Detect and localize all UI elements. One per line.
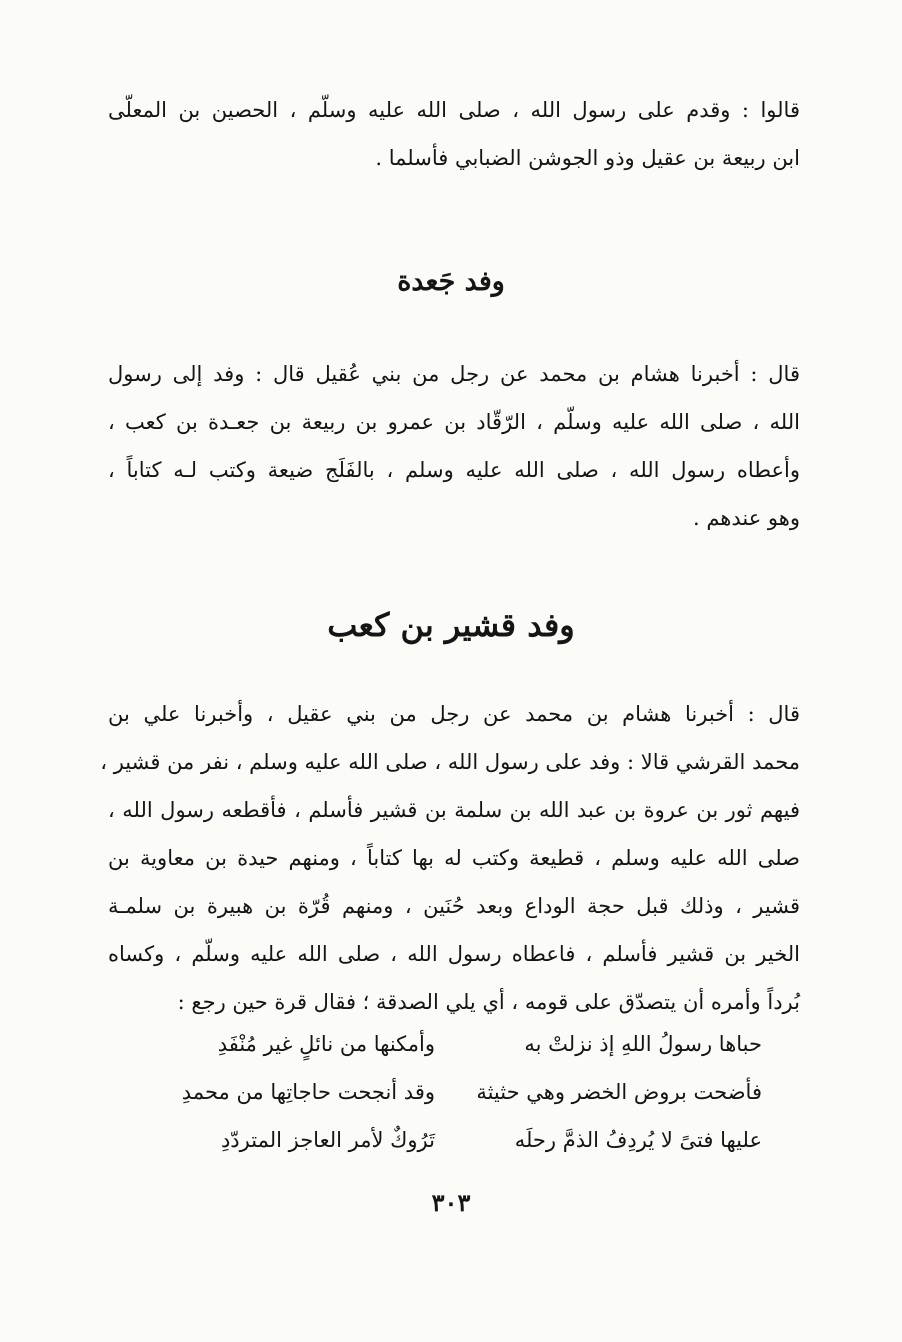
text-line: وأعطاه رسول الله ، صلى الله عليه وسلم ، بالفَلَج ضيعة وكتب لـه كتاباً ، xyxy=(108,458,800,482)
text-line: الله ، صلى الله عليه وسلّم ، الرّقّاد بن عمرو بن ربيعة بن جعـدة بن كعب ، xyxy=(108,410,800,434)
poem-verse xyxy=(110,1020,800,1068)
text-line: فيهم ثور بن عروة بن عبد الله بن سلمة بن قشير فأسلم ، فأقطعه رسول الله ، xyxy=(108,798,800,822)
verse-first-hemistich: حباها رسولُ اللهِ إذ نزلتْ به xyxy=(524,1032,762,1056)
text-line: قالوا : وقدم على رسول الله ، صلى الله عليه وسلّم ، الحصين بن المعلّى xyxy=(108,98,800,122)
section-title: وفد جَعدة xyxy=(397,266,505,297)
page-number: ٣٠٣ xyxy=(431,1188,471,1217)
intro-paragraph xyxy=(108,86,800,182)
text-line: قال : أخبرنا هشام بن محمد عن رجل من بني عُقيل قال : وفد إلى رسول xyxy=(108,362,800,386)
poem-verse xyxy=(110,1116,800,1164)
text-line: صلى الله عليه وسلم ، قطيعة وكتب له بها كتاباً ، ومنهم حيدة بن معاوية بن xyxy=(108,846,800,870)
verse-second-hemistich: وأمكنها من نائلٍ غير مُنْفَدِ xyxy=(217,1032,435,1056)
verse-second-hemistich: تَرُوكٌ لأمر العاجز المتردّدِ xyxy=(220,1128,435,1152)
verse-second-hemistich: وقد أنجحت حاجاتِها من محمدِ xyxy=(181,1080,435,1104)
verse-first-hemistich: عليها فتىً لا يُردِفُ الذمَّ رحلَه xyxy=(514,1128,762,1152)
section2-paragraph xyxy=(100,690,800,1026)
text-line: ابن ربيعة بن عقيل وذو الجوشن الضبابي فأسلما . xyxy=(375,146,800,170)
verse-first-hemistich: فأضحت بروض الخضر وهي حثيثة xyxy=(476,1080,762,1104)
poem-verse xyxy=(110,1068,800,1116)
text-line: بُرداً وأمره أن يتصدّق على قومه ، أي يلي الصدقة ؛ فقال قرة حين رجع : xyxy=(177,990,800,1014)
poem xyxy=(110,1020,800,1164)
text-line: وهو عندهم . xyxy=(692,506,800,530)
section-title: وفد قشير بن كعب xyxy=(327,606,575,644)
text-line: محمد القرشي قالا : وفد على رسول الله ، صلى الله عليه وسلم ، نفر من قشير ، xyxy=(100,750,800,774)
section1-paragraph xyxy=(108,350,800,542)
text-line: قشير ، وذلك قبل حجة الوداع وبعد حُنَين ، ومنهم قُرّة بن هبيرة بن سلمـة xyxy=(108,894,800,918)
text-line: قال : أخبرنا هشام بن محمد عن رجل من بني عقيل ، وأخبرنا علي بن xyxy=(108,702,800,726)
text-line: الخير بن قشير فأسلم ، فاعطاه رسول الله ، صلى الله عليه وسلّم ، وكساه xyxy=(108,942,800,966)
